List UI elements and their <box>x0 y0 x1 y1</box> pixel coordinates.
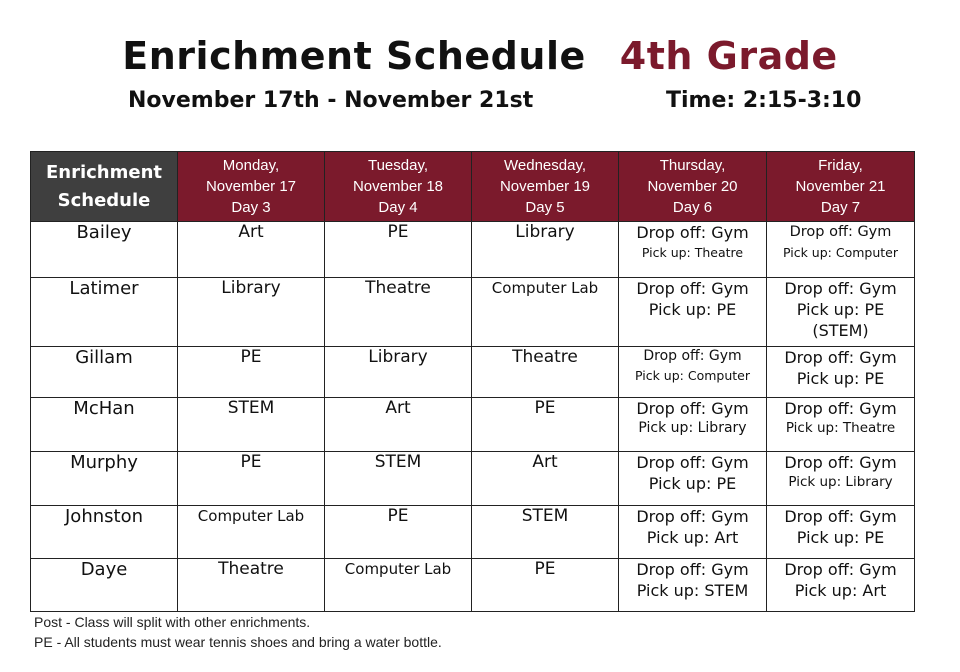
thursday-cell <box>619 506 767 559</box>
drop-off-text: Drop off: Gym <box>784 560 897 579</box>
monday-cell: Library <box>178 278 325 347</box>
day-header-wednesday <box>472 152 619 222</box>
day-name: Tuesday, <box>367 157 429 174</box>
tuesday-cell: Computer Lab <box>325 559 472 612</box>
schedule-title: Enrichment Schedule <box>122 34 586 78</box>
drop-off-text: Drop off: Gym <box>636 399 749 418</box>
pick-up-text: Pick up: Computer <box>634 368 750 383</box>
pick-up-text: Pick up: Library <box>788 474 893 490</box>
drop-off-text: Drop off: Gym <box>636 223 749 242</box>
tuesday-cell: Theatre <box>325 278 472 347</box>
table-row <box>31 278 915 347</box>
teacher-name: McHan <box>31 398 178 452</box>
day-name: Thursday, <box>659 157 726 174</box>
monday-cell: Computer Lab <box>178 506 325 559</box>
corner-line-1: Enrichment <box>45 161 163 183</box>
drop-off-text: Drop off: Gym <box>636 453 749 472</box>
wednesday-cell: PE <box>472 398 619 452</box>
day-date: November 19 <box>499 178 591 195</box>
day-number: Day 5 <box>525 199 565 216</box>
tuesday-cell: STEM <box>325 452 472 506</box>
page-title <box>0 34 960 78</box>
wednesday-cell: Art <box>472 452 619 506</box>
friday-cell <box>767 452 915 506</box>
teacher-name: Latimer <box>31 278 178 347</box>
tuesday-cell: Library <box>325 347 472 398</box>
friday-cell <box>767 398 915 452</box>
friday-cell <box>767 559 915 612</box>
corner-line-2: Schedule <box>57 189 151 211</box>
drop-off-text: Drop off: Gym <box>789 224 892 240</box>
drop-off-text: Drop off: Gym <box>784 279 897 298</box>
pick-up-text: Pick up: Computer <box>782 245 898 260</box>
tuesday-cell: PE <box>325 222 472 278</box>
wednesday-cell: STEM <box>472 506 619 559</box>
footnotes <box>34 612 442 652</box>
table-row <box>31 559 915 612</box>
thursday-cell <box>619 222 767 278</box>
day-date: November 21 <box>795 178 886 195</box>
day-header-friday <box>767 152 915 222</box>
wednesday-cell: Computer Lab <box>472 278 619 347</box>
day-date: November 17 <box>205 178 297 195</box>
drop-off-text: Drop off: Gym <box>784 453 897 472</box>
pick-up-text: Pick up: PE <box>648 474 737 493</box>
day-header-tuesday <box>325 152 472 222</box>
thursday-cell <box>619 398 767 452</box>
table-row <box>31 222 915 278</box>
day-header-monday <box>178 152 325 222</box>
thursday-cell <box>619 559 767 612</box>
drop-off-text: Drop off: Gym <box>636 507 749 526</box>
pick-up-text: Pick up: Art <box>794 581 887 600</box>
monday-cell: PE <box>178 452 325 506</box>
pick-up-text: Pick up: Theatre <box>785 420 896 436</box>
drop-off-text: Drop off: Gym <box>784 348 897 367</box>
tuesday-cell: Art <box>325 398 472 452</box>
monday-cell: Art <box>178 222 325 278</box>
post-note: Post - Class will split with other enrichments. <box>34 614 311 630</box>
friday-cell <box>767 506 915 559</box>
pick-up-text: Pick up: Art <box>646 528 739 547</box>
pick-up-text: Pick up: PE <box>796 300 885 319</box>
day-name: Monday, <box>222 157 280 174</box>
thursday-cell <box>619 347 767 398</box>
drop-off-text: Drop off: Gym <box>784 507 897 526</box>
table-row <box>31 398 915 452</box>
tuesday-cell: PE <box>325 506 472 559</box>
thursday-cell <box>619 452 767 506</box>
day-number: Day 7 <box>820 199 861 216</box>
teacher-name: Daye <box>31 559 178 612</box>
day-header-thursday <box>619 152 767 222</box>
drop-off-text: Drop off: Gym <box>784 399 897 418</box>
corner-header <box>31 152 178 222</box>
teacher-name: Bailey <box>31 222 178 278</box>
day-name: Wednesday, <box>504 157 586 174</box>
day-number: Day 4 <box>378 199 418 216</box>
pick-up-text: Pick up: PE <box>648 300 737 319</box>
date-range: November 17th - November 21st <box>128 88 534 113</box>
table-row <box>31 347 915 398</box>
pick-up-text: Pick up: PE <box>796 528 885 547</box>
drop-off-text: Drop off: Gym <box>636 560 749 579</box>
day-date: November 20 <box>647 178 738 195</box>
schedule-table <box>30 151 915 612</box>
monday-cell: PE <box>178 347 325 398</box>
thursday-cell <box>619 278 767 347</box>
header-row <box>31 152 915 222</box>
pick-up-text: Pick up: PE <box>796 369 885 388</box>
table-row <box>31 452 915 506</box>
drop-off-text: Drop off: Gym <box>643 348 742 364</box>
table-row <box>31 506 915 559</box>
friday-cell <box>767 222 915 278</box>
day-date: November 18 <box>352 178 444 195</box>
pick-up-extra: (STEM) <box>812 321 869 340</box>
teacher-name: Johnston <box>31 506 178 559</box>
friday-cell <box>767 278 915 347</box>
day-number: Day 6 <box>672 199 713 216</box>
wednesday-cell: Library <box>472 222 619 278</box>
monday-cell: STEM <box>178 398 325 452</box>
drop-off-text: Drop off: Gym <box>636 279 749 298</box>
wednesday-cell: Theatre <box>472 347 619 398</box>
pick-up-text: Pick up: Theatre <box>641 245 744 260</box>
day-number: Day 3 <box>231 199 271 216</box>
pick-up-text: Pick up: Library <box>638 420 747 436</box>
teacher-name: Gillam <box>31 347 178 398</box>
pe-note: PE - All students must wear tennis shoes and bring a water bottle. <box>34 634 442 650</box>
grade-label: 4th Grade <box>619 34 838 78</box>
wednesday-cell: PE <box>472 559 619 612</box>
day-name: Friday, <box>818 157 863 174</box>
pick-up-text: Pick up: STEM <box>636 581 749 600</box>
friday-cell <box>767 347 915 398</box>
monday-cell: Theatre <box>178 559 325 612</box>
time-range: Time: 2:15-3:10 <box>666 88 862 113</box>
teacher-name: Murphy <box>31 452 178 506</box>
